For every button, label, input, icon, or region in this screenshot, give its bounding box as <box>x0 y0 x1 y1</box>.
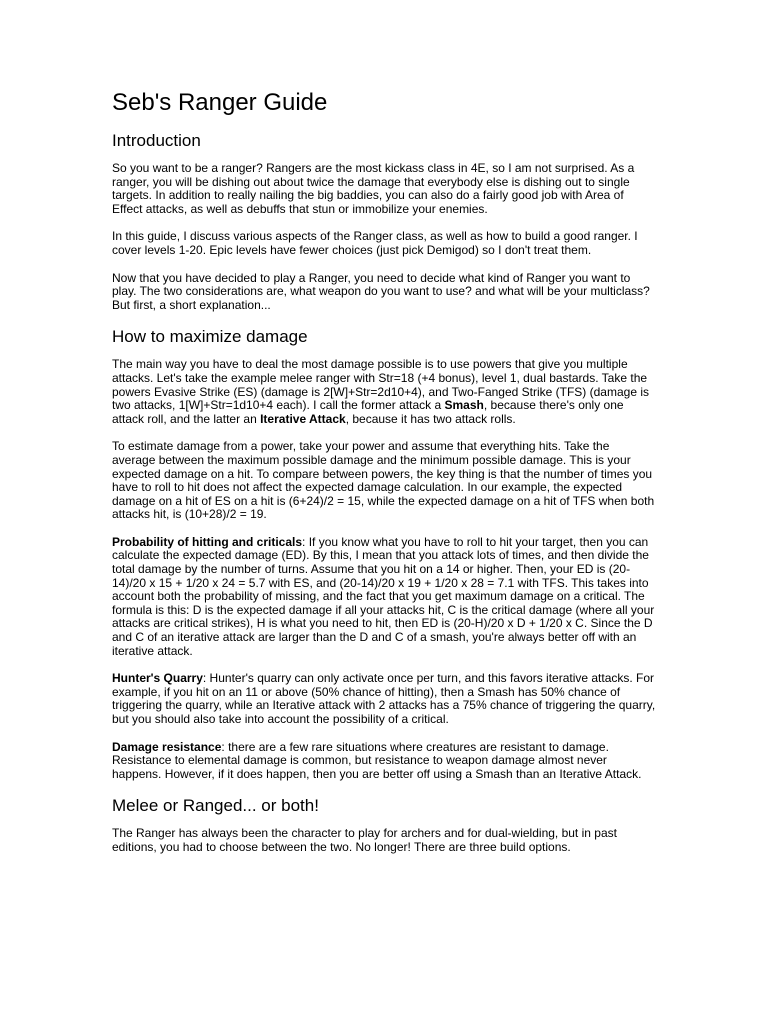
hunters-quarry-paragraph <box>112 672 656 726</box>
damage-paragraph-1 <box>112 358 656 426</box>
probability-paragraph <box>112 536 656 658</box>
hunters-quarry-label: Hunter's Quarry <box>112 671 203 686</box>
intro-paragraph-1: So you want to be a ranger? Rangers are the most kickass class in 4E, so I am not surprised. As a ranger, you will be dishing out about twice the damage that everybody else is dishing out to single targets. In addition to really nailing the big baddies, you can also do a fairly good job with Area of Effect attacks, as well as debuffs that stun or immobilize your enemies. <box>112 161 635 216</box>
section-heading-melee-ranged: Melee or Ranged... or both! <box>112 796 319 816</box>
hunters-quarry-text: : Hunter's quarry can only activate once per turn, and this favors iterative attacks. For example, if you hit on an 11 or above (50% chance of hitting), then a Smash has 50% chance of triggering the quarry, while an Iterative attack with 2 attacks has a 75% chance of triggering the quarry, but you should also take into account the possibility of a critical. <box>112 671 656 726</box>
damage-resistance-label: Damage resistance <box>112 739 222 754</box>
damage-p1-text-e: , because it has two attack rolls. <box>345 411 516 426</box>
section-heading-introduction: Introduction <box>112 131 201 150</box>
document-content <box>112 88 656 869</box>
damage-p1-text-a: The main way you have to deal the most damage possible is to use powers that give you multiple attacks. Let's take the example melee ranger with Str=18 (+4 bonus), level 1, dual bastards. Take the powers Evasive Strike (ES) (damage is 2[W]+Str=2d10+4), and Two-Fanged Strike (TFS) (damage is two attacks, 1[W]+Str=1d10+4 each). I call the former attack a <box>112 357 649 413</box>
damage-paragraph-2: To estimate damage from a power, take your power and assume that everything hits. Take the average between the maximum possible damage and the minimum possible damage. This is your expected damage on a hit. To compare between powers, the key thing is that the number of times you have to roll to hit does not affect the expected damage calculation. In our example, the expected damage on a hit of ES on a hit is (6+24)/2 = 15, while the expected damage on a hit of TFS when both attacks hit, is (10+28)/2 = 19. <box>112 439 655 522</box>
probability-label: Probability of hitting and criticals <box>112 534 303 549</box>
damage-resistance-paragraph <box>112 741 656 782</box>
intro-paragraph-3: Now that you have decided to play a Ranger, you need to decide what kind of Ranger you want to play. The two considerations are, what weapon do you want to use? and what will be your multiclass? But first, a short explanation... <box>112 270 650 312</box>
damage-resistance-text: : there are a few rare situations where creatures are resistant to damage. Resistance to elemental damage is common, but resistance to weapon damage almost never happens. However, if it does happen, then you are better off using a Smash than an Iterative Attack. <box>112 739 642 781</box>
section-heading-damage: How to maximize damage <box>112 327 308 347</box>
iterative-attack-term: Iterative Attack <box>260 411 346 426</box>
melee-paragraph-1: The Ranger has always been the character to play for archers and for dual-wielding, but in past editions, you had to choose between the two. No longer! There are three build options. <box>112 826 617 854</box>
page-title: Seb's Ranger Guide <box>112 89 328 116</box>
probability-text: : If you know what you have to roll to hit your target, then you can calculate the expected damage (ED). By this, I mean that you attack lots of times, and then divide the total damage by the number of turns. Assume that you hit on a 14 or higher. Then, your ED is (20-14)/20 x 15 + 1/20 x 24 = 5.7 with ES, and (20-14)/20 x 19 + 1/20 x 28 = 7.1 with TFS. This takes into account both the probability of missing, and the fact that you get maximum damage on a critical. The formula is this: D is the expected damage if all your attacks hit, C is the critical damage (where all your attacks are critical strikes), H is what you need to hit, then ED is (20-H)/20 x D + 1/20 x C. Since the D and C of an iterative attack are larger than the D and C of a smash, you're always better off with an iterative attack. <box>112 534 655 658</box>
smash-term: Smash <box>444 398 484 413</box>
damage-p1-text-c: , because there's only one attack roll, and the latter an <box>112 398 624 426</box>
intro-paragraph-2: In this guide, I discuss various aspects of the Ranger class, as well as how to build a good ranger. I cover levels 1-20. Epic levels have fewer choices (just pick Demigod) so I don't treat them. <box>112 229 638 257</box>
